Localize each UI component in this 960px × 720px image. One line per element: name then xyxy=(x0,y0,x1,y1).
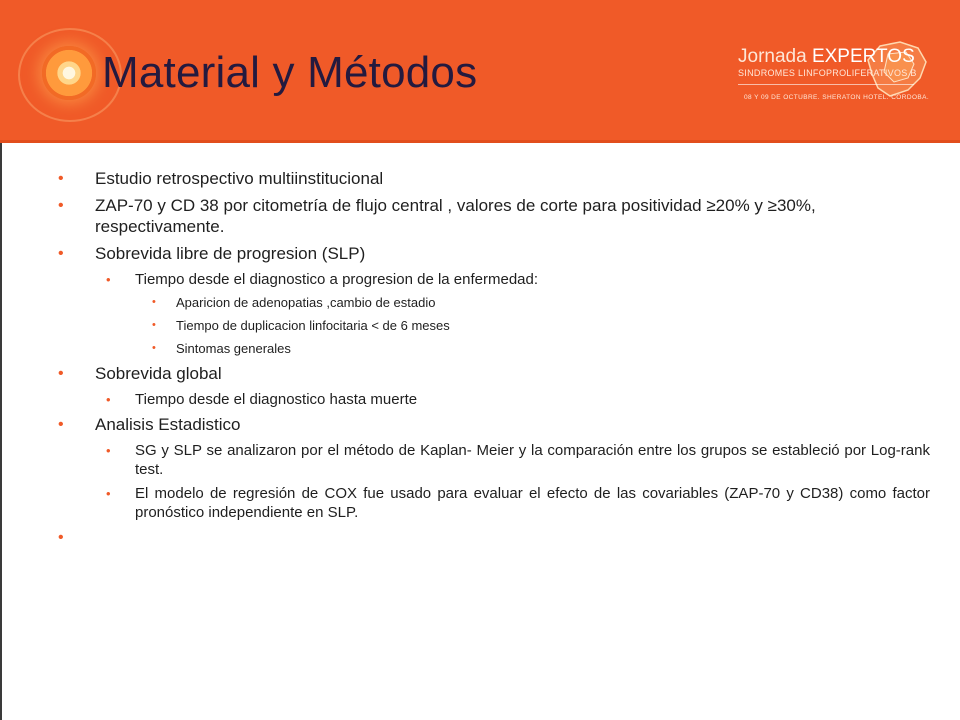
logo-subtitle: SINDROMES LINFOPROLIFERATIVOS B xyxy=(738,68,917,78)
glowing-orb-icon xyxy=(42,46,96,100)
empty-bullet-item xyxy=(0,527,960,548)
sub-bullet-item: • Tiempo desde el diagnostico a progresion de la enfermedad: xyxy=(0,270,960,289)
sub-sub-bullet-item: • Aparicion de adenopatias ,cambio de estadio xyxy=(0,294,960,311)
slide-body xyxy=(0,168,960,554)
sub-bullet-item: • SG y SLP se analizaron por el método de Kaplan- Meier y la comparación entre los grupos se estableció por Log-rank test. xyxy=(0,441,960,479)
sub-sub-bullet-item: • Tiempo de duplicacion linfocitaria < de 6 meses xyxy=(0,317,960,334)
bullet-list xyxy=(0,168,960,548)
bullet-item: • Analisis Estadistico xyxy=(0,414,960,435)
bullet-item: • ZAP-70 y CD 38 por citometría de flujo central , valores de corte para positividad ≥20% y ≥30%, respectivamente. xyxy=(0,195,960,237)
sub-sub-bullet-item: • Sintomas generales xyxy=(0,340,960,357)
slide-title: Material y Métodos xyxy=(102,48,478,97)
sub-bullet-item: • El modelo de regresión de COX fue usado para evaluar el efecto de las covariables (ZAP-70 y CD38) como factor pronóstico independiente en SLP. xyxy=(0,484,960,522)
bullet-item: • Sobrevida libre de progresion (SLP) xyxy=(0,243,960,264)
sub-bullet-item: • Tiempo desde el diagnostico hasta muerte xyxy=(0,390,960,409)
logo-name-part2: EXPERTOS xyxy=(811,46,915,67)
slide-header xyxy=(0,0,960,143)
bullet-item: • Sobrevida global xyxy=(0,363,960,384)
logo-dateline: 08 Y 09 DE OCTUBRE. SHERATON HOTEL. CORDOBA. xyxy=(744,94,930,101)
bullet-item: • Estudio retrospectivo multiinstitucional xyxy=(0,168,960,189)
logo-divider xyxy=(738,84,914,85)
event-logo xyxy=(732,36,942,126)
logo-name xyxy=(738,46,915,68)
logo-name-part1: Jornada xyxy=(738,46,807,67)
